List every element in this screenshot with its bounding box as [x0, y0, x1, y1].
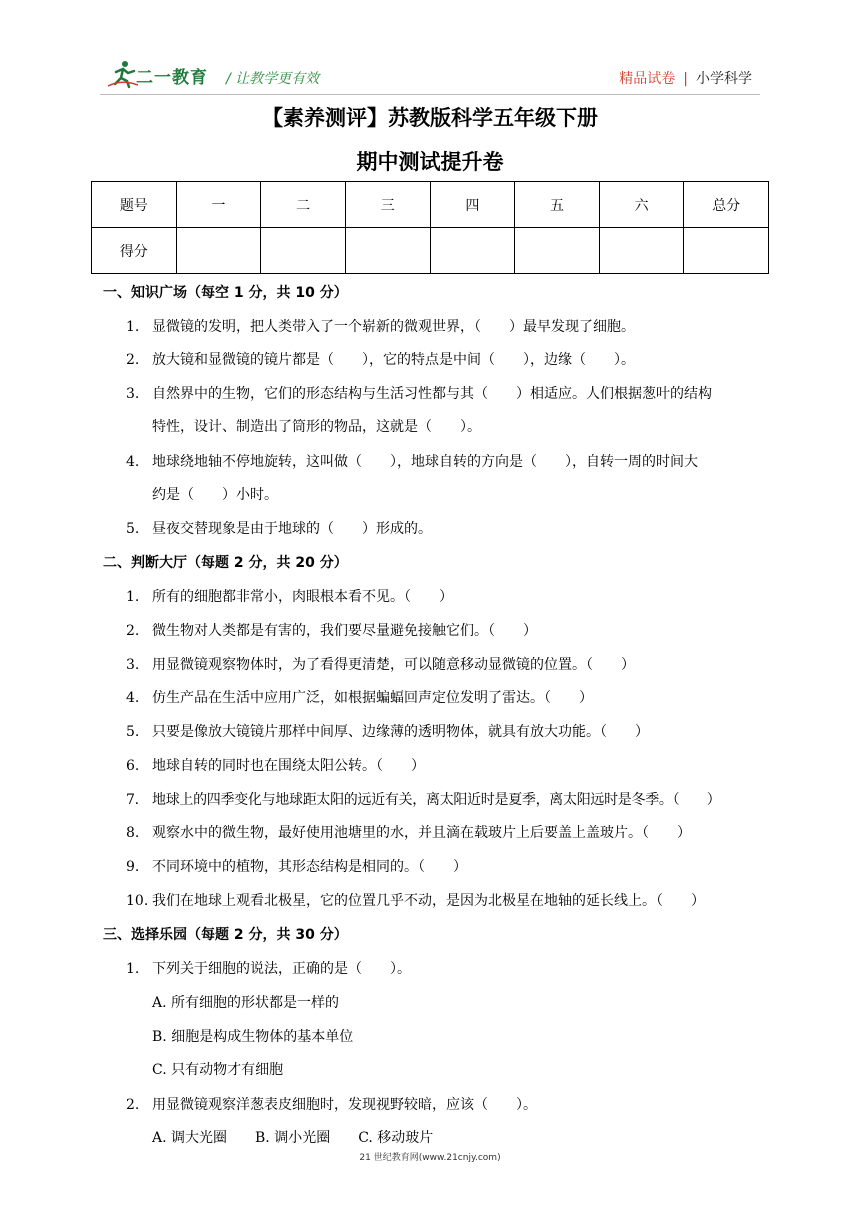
- score-cell[interactable]: [684, 228, 769, 274]
- answer-option: B. 细胞是构成生物体的基本单位: [152, 1029, 354, 1045]
- question-text: 仿生产品在生活中应用广泛，如根据蝙蝠回声定位发明了雷达。（ ）: [152, 690, 593, 706]
- question-text: 所有的细胞都非常小，肉眼根本看不见。（ ）: [152, 589, 453, 605]
- question-item: [126, 349, 635, 369]
- question-text: 显微镜的发明，把人类带入了一个崭新的微观世界，（ ）最早发现了细胞。: [152, 319, 635, 335]
- score-cell[interactable]: [599, 228, 684, 274]
- runner-logo-icon: [108, 59, 138, 89]
- question-text: 地球自转的同时也在围绕太阳公转。（ ）: [152, 758, 425, 774]
- header-tags: [619, 68, 752, 88]
- question-item: [126, 789, 720, 809]
- tag-separator: |: [683, 71, 688, 87]
- question-text: 不同环境中的植物，其形态结构是相同的。（ ）: [152, 859, 467, 875]
- tag-premium: 精品试卷: [619, 71, 676, 87]
- question-text: 昼夜交替现象是由于地球的（ ）形成的。: [152, 521, 432, 537]
- question-continuation: 特性，设计、制造出了筒形的物品，这就是（ ）。: [152, 419, 481, 435]
- question-text: 地球上的四季变化与地球距太阳的远近有关，离太阳近时是夏季，离太阳远时是冬季。（ ）: [152, 792, 721, 808]
- question-item: [126, 755, 425, 775]
- question-text: 放大镜和显微镜的镜片都是（ ），它的特点是中间（ ），边缘（ ）。: [152, 352, 635, 368]
- question-number: 5.: [126, 521, 140, 537]
- score-cell[interactable]: [176, 228, 261, 274]
- score-table: [91, 181, 769, 274]
- score-cell[interactable]: [515, 228, 600, 274]
- question-continuation: 约是（ ）小时。: [152, 487, 278, 503]
- score-table-header-row: [92, 182, 769, 228]
- score-header-cell: 一: [176, 182, 261, 228]
- question-item: [126, 383, 712, 403]
- score-header-cell: 六: [599, 182, 684, 228]
- score-header-cell: 题号: [92, 182, 177, 228]
- score-cell[interactable]: [345, 228, 430, 274]
- question-item: [126, 586, 453, 606]
- question-item: [126, 654, 635, 674]
- score-row-label: 得分: [92, 228, 177, 274]
- question-text: 观察水中的微生物，最好使用池塘里的水，并且滴在载玻片上后要盖上盖玻片。（ ）: [152, 825, 691, 841]
- section-heading: 一、知识广场（每空 1 分，共 10 分）: [103, 285, 348, 301]
- question-number: 2.: [126, 352, 140, 368]
- question-number: 4.: [126, 454, 140, 470]
- question-text: 我们在地球上观看北极星，它的位置几乎不动，是因为北极星在地轴的延长线上。（ ）: [152, 893, 705, 909]
- question-item: [126, 451, 698, 471]
- score-cell[interactable]: [430, 228, 515, 274]
- question-item: [126, 518, 432, 538]
- question-number: 1.: [126, 961, 140, 977]
- score-header-cell: 二: [261, 182, 346, 228]
- question-item: [126, 620, 537, 640]
- question-number: 1.: [126, 319, 140, 335]
- score-header-cell: 五: [515, 182, 600, 228]
- answer-option: A. 所有细胞的形状都是一样的: [152, 995, 340, 1011]
- question-item: [126, 822, 691, 842]
- question-item: [126, 1094, 537, 1114]
- page-footer: 21 世纪教育网(www.21cnjy.com): [359, 1153, 501, 1163]
- question-number: 3.: [126, 657, 140, 673]
- score-cell[interactable]: [261, 228, 346, 274]
- question-item: [126, 856, 467, 876]
- brand-name: 二一教育: [136, 68, 208, 88]
- page-header: [100, 55, 760, 95]
- question-number: 3.: [126, 386, 140, 402]
- slogan: / 让教学更有效: [226, 71, 320, 87]
- question-item: [126, 958, 411, 978]
- tag-subject: 小学科学: [696, 71, 752, 87]
- question-number: 5.: [126, 724, 140, 740]
- question-text: 地球绕地轴不停地旋转，这叫做（ ），地球自转的方向是（ ），自转一周的时间大: [152, 454, 698, 470]
- exam-subtitle: 期中测试提升卷: [356, 150, 504, 174]
- answer-option: C. 只有动物才有细胞: [152, 1062, 284, 1078]
- score-table-score-row: [92, 228, 769, 274]
- question-text: 只要是像放大镜镜片那样中间厚、边缘薄的透明物体，就具有放大功能。（ ）: [152, 724, 649, 740]
- score-header-cell: 四: [430, 182, 515, 228]
- question-item: [126, 687, 593, 707]
- exam-title: 【素养测评】苏教版科学五年级下册: [262, 106, 598, 130]
- question-number: 9.: [126, 859, 140, 875]
- question-number: 6.: [126, 758, 140, 774]
- question-text: 微生物对人类都是有害的，我们要尽量避免接触它们。（ ）: [152, 623, 537, 639]
- logo: [108, 59, 218, 89]
- question-text: 用显微镜观察物体时，为了看得更清楚，可以随意移动显微镜的位置。（ ）: [152, 657, 635, 673]
- question-text: 自然界中的生物，它们的形态结构与生活习性都与其（ ）相适应。人们根据葱叶的结构: [152, 386, 712, 402]
- question-number: 2.: [126, 1097, 140, 1113]
- section-heading: 二、判断大厅（每题 2 分，共 20 分）: [103, 555, 348, 571]
- question-number: 7.: [126, 792, 139, 808]
- question-number: 10.: [126, 893, 149, 909]
- question-number: 8.: [126, 825, 140, 841]
- question-text: 用显微镜观察洋葱表皮细胞时，发现视野较暗，应该（ ）。: [152, 1097, 537, 1113]
- question-number: 4.: [126, 690, 140, 706]
- question-number: 1.: [126, 589, 140, 605]
- question-text: 下列关于细胞的说法，正确的是（ ）。: [152, 961, 411, 977]
- score-header-cell: 总分: [684, 182, 769, 228]
- question-item: [126, 316, 635, 336]
- question-item: [126, 890, 705, 910]
- question-number: 2.: [126, 623, 140, 639]
- answer-options-inline: A. 调大光圈 B. 调小光圈 C. 移动玻片: [152, 1130, 434, 1146]
- score-header-cell: 三: [345, 182, 430, 228]
- question-item: [126, 721, 649, 741]
- section-heading: 三、选择乐园（每题 2 分，共 30 分）: [103, 927, 348, 943]
